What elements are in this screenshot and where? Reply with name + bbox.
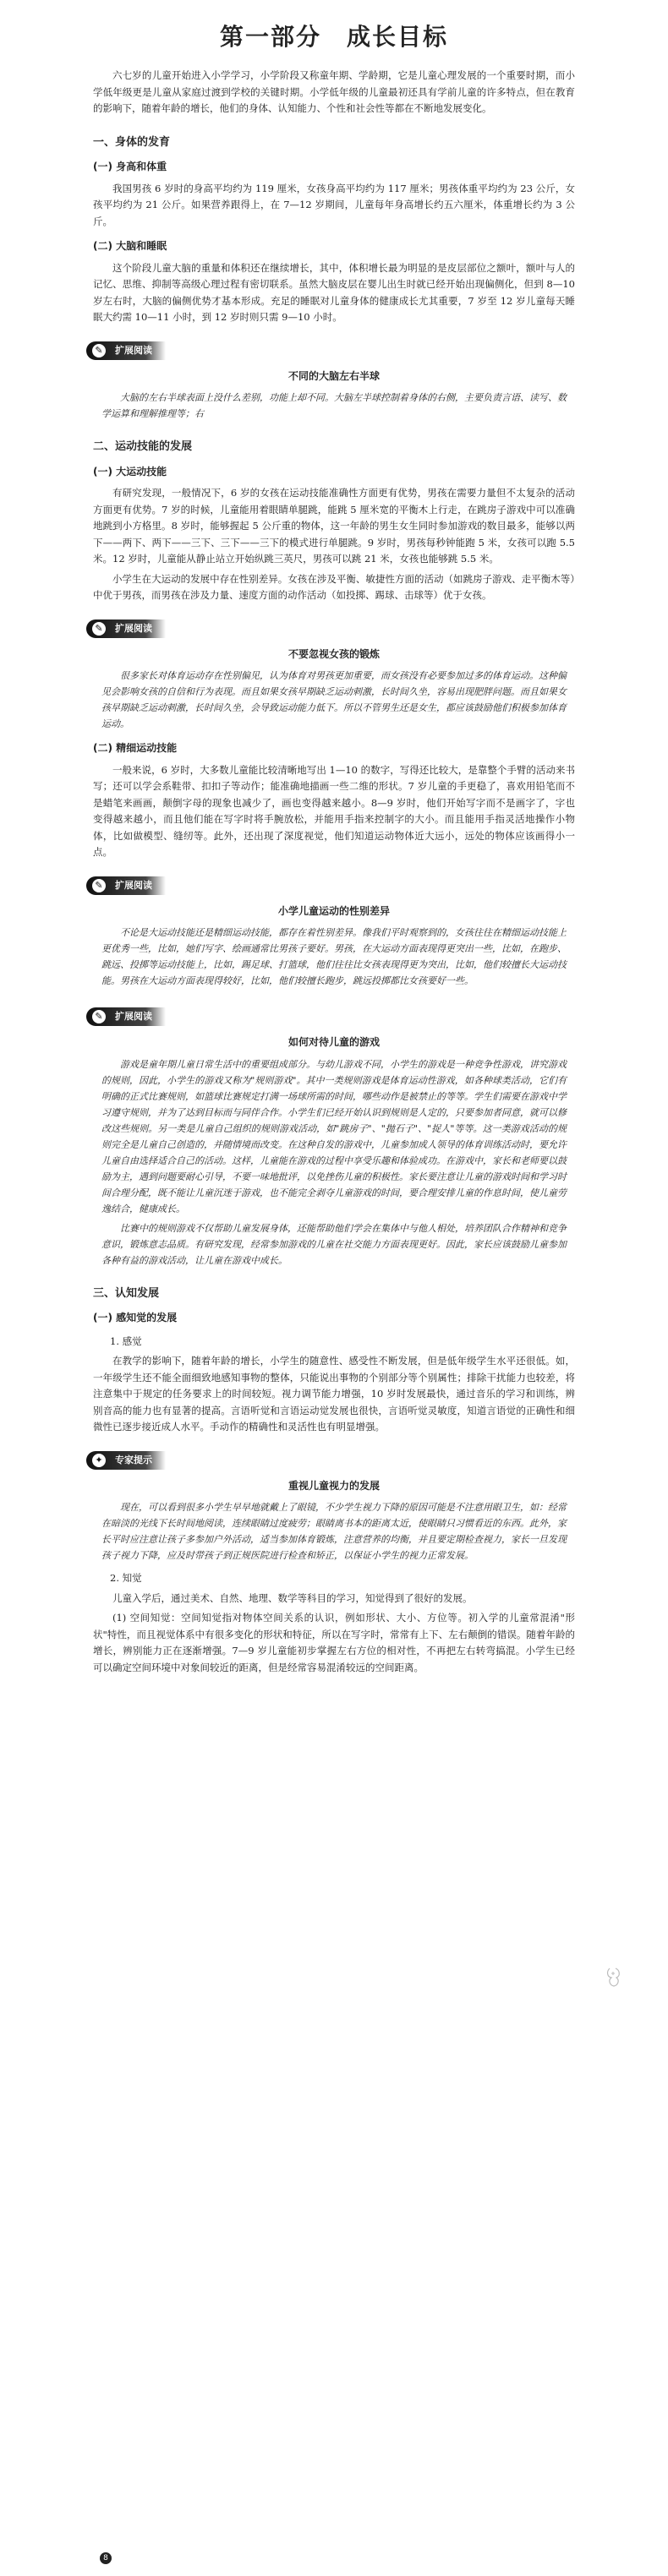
numbered-subheading: 1. 感觉: [110, 1334, 142, 1347]
page-title: 第一部分 成长目标: [219, 23, 448, 51]
book-icon: ✎: [92, 1010, 106, 1023]
paragraph: 这个阶段儿童大脑的重量和体积还在继续增长，其中，体积增长最为明显的是皮层部位之额叶，额叶与人的记忆、思维、抑制等高级心理过程有密切联系。虽然大脑皮层在婴儿出生时就已经开始出现偏侧化，但到 8—10 岁左右时，大脑的偏侧优势才基本形成。充足的睡眠对儿童身体的健康成长尤其重要，7 岁至 12 岁儿童每天睡眠大约需 10—11 小时，到 12 岁时则只需 9—10 小时。: [93, 261, 575, 323]
numbered-subheading: 2. 知觉: [110, 1572, 142, 1584]
box-paragraph: 很多家长对体育运动存在性别偏见，认为体育对男孩更加重要，而女孩没有必要参加过多的体育运动。这种偏见会影响女孩的自信和行为表现。而且如果女孩早期缺乏运动刺激，长时间久坐，容易出现肥胖问题。而且如果女孩早期缺乏运动刺激，长时间久坐，会导致运动能力低下。所以不管男生还是女生，都应该鼓励他们积极参加体育运动。: [101, 670, 567, 729]
extended-reading-tag: [86, 341, 166, 360]
book-icon: ✎: [92, 622, 106, 636]
paragraph: 小学生在大运动的发展中存在性别差异。女孩在涉及平衡、敏捷性方面的活动（如跳房子游戏、走平衡木等）中优于男孩，而男孩在涉及力量、速度方面的动作活动（如投掷、踢球、击球等）优于女孩。: [93, 572, 575, 601]
extended-reading-tag: [86, 876, 166, 895]
extended-reading-tag: [86, 1007, 166, 1026]
paragraph: (1) 空间知觉：空间知觉指对物体空间关系的认识，例如形状、大小、方位等。初入学的儿童常混淆"形状"特性，而且视觉体系中有很多变化的形状和特征，所以在写字时，常常有上下、左右颠倒的错误。随着年龄的增长，辨别能力正在逐渐增强。7—9 岁儿童能初步掌握左右方位的相对性，不再把左右转弯搞混。小学生已经可以确定空间环境中对象间较近的距离，但是经常容易混淆较远的空间距离。: [93, 1612, 575, 1673]
box-paragraph: 比赛中的规则游戏不仅帮助儿童发展身体，还能帮助他们学会在集体中与他人相处，培养团队合作精神和竞争意识，锻炼意志品质。有研究发现，经常参加游戏的儿童在社交能力方面表现更好。因此，家长应该鼓励儿童参加各种有益的游戏活动，让儿童在游戏中成长。: [101, 1222, 567, 1266]
paragraph: 我国男孩 6 岁时的身高平均约为 119 厘米，女孩身高平均约为 117 厘米；男孩体重平均约为 23 公斤，女孩平均约为 21 公斤。如果营养跟得上，在 7—12 岁期间，儿童每年身高增长约五六厘米，体重增长约为 3 公斤。: [93, 182, 575, 227]
reading-box: [101, 1056, 567, 1269]
lightbulb-icon: ✦: [92, 1454, 106, 1467]
subsection-heading: (二) 大脑和睡眠: [93, 240, 167, 252]
tag-label: 扩展阅读: [115, 879, 152, 891]
expert-tip-tag: [86, 1451, 166, 1470]
tag-label: 扩展阅读: [115, 1011, 152, 1022]
paragraph: 一般来说，6 岁时，大多数儿童能比较清晰地写出 1—10 的数字，写得还比较大，是靠整个手臂的活动来书写；还可以学会系鞋带、扣扣子等动作；能准确地描画一些二维的形状。7 岁儿童的手更稳了，喜欢用铅笔而不是蜡笔来画画，颠倒字母的现象也减少了，画也变得越来越小。8—9 岁时，他们开始写字而不是画字了，字也变得越来越小，而且他们能在写字时将手腕放松，并能用手指来控制字的大小。而且能用手指灵活地操作小物体，比如做模型、缝纫等。此外，还出现了深度视觉，他们知道运动物体近大远小，远处的物体应该画得小一点。: [93, 763, 575, 858]
box-paragraph: 大脑的左右半球表面上没什么差别，功能上却不同。大脑左半球控制着身体的右侧，主要负责言语、读写、数学运算和理解推理等；右: [101, 392, 567, 419]
section-heading: 二、运动技能的发展: [93, 440, 193, 453]
box-title: 不要忽视女孩的锻炼: [287, 647, 380, 660]
subsection-heading: (一) 大运动技能: [93, 465, 167, 478]
paragraph: 有研究发现，一般情况下，6 岁的女孩在运动技能准确性方面更有优势，男孩在需要力量但不太复杂的活动方面更有优势。7 岁的时候，儿童能用着眼睛单腿跳，能跳 5 厘米宽的平衡木上行走，在跳房子游戏中可以准确地跳到小方格里。8 岁时，能够握起 5 公斤重的物体，这一年龄的男生女生同时参加游戏的数目最多，能够以两下——两下、两下——三下、三下——三下的模式进行单腿跳。9 岁时，男孩每秒钟能跑 5 米，女孩可以跑 5.5 米。12 岁时，儿童能从静止站立开始纵跳三英尺，男孩可以跳 21 米，女孩也能够跳 5.5 米。: [93, 487, 575, 565]
tag-label: 扩展阅读: [115, 622, 152, 634]
reading-box: [101, 925, 567, 989]
box-paragraph: 游戏是童年期儿童日常生活中的重要组成部分。与幼儿游戏不同，小学生的游戏是一种竞争性游戏，讲究游戏的规则，因此，小学生的游戏又称为"规则游戏"。其中一类规则游戏是体育运动性游戏，如各种球类活动，它们有明确的正式比赛规则，如篮球比赛规定打满一场球所需的时间，哪些动作是被禁止的等等。学生们需要在游戏中学习遵守规则，并为了达到目标而与同伴合作。小学生们已经开始认识到规则是人定的，只要参加者同意，就可以修改这些规则。另一类是儿童自己组织的规则游戏活动，如"跳房子"、"抛石子"、"捉人"等等。这一类游戏活动的规则完全是儿童自己创造的，并随情境而改变。在这种自发的游戏中，儿童参加成人领导的体育训练活动时，要允许儿童自由选择适合自己的活动。这样，儿童能在游戏的过程中享受乐趣和体验成功。在游戏中，家长和老师要以鼓励为主，遇到问题要耐心引导，不要一味地批评，以免挫伤儿童的积极性。家长要注意让儿童的游戏时间和学习时间合理分配，既不能让儿童沉迷于游戏，也不能完全剥夺儿童游戏的时间，要合理安排儿童的作息时间，使儿童劳逸结合，健康成长。: [101, 1058, 567, 1214]
box-title: 小学儿童运动的性别差异: [277, 904, 390, 917]
subsection-heading: (二) 精细运动技能: [93, 742, 178, 754]
subsection-heading: (一) 感知觉的发展: [93, 1312, 178, 1323]
box-title: 重视儿童视力的发展: [287, 1479, 380, 1492]
box-paragraph: 不论是大运动技能还是精细运动技能，都存在着性别差异。像我们平时观察到的，女孩往往在精细运动技能上更优秀一些，比如，她们写字、绘画通常比男孩子要好。男孩，在大运动方面表现得更突出一些，比如，在跑步、跳远、投掷等运动技能上，比如，踢足球、打篮球，他们往往比女孩表现得更为突出，比如，他们较擅长大运动技能。男孩在大运动方面表现得较好，比如，他们较擅长跑步，跳远投掷都比女孩要好一些。: [101, 927, 567, 986]
extended-reading-tag: [86, 619, 166, 638]
section-heading: 三、认知发展: [93, 1286, 160, 1300]
book-icon: ✎: [92, 879, 106, 892]
content: [93, 68, 575, 1679]
reading-box: [101, 390, 567, 422]
margin-doodle-icon: [605, 1965, 623, 1990]
tip-box: [101, 1499, 567, 1564]
tag-label: 扩展阅读: [115, 344, 152, 356]
section-heading: 一、身体的发育: [93, 135, 171, 149]
subsection-heading: (一) 身高和体重: [93, 161, 167, 172]
book-icon: ✎: [92, 344, 106, 357]
paragraph: 儿童入学后，通过美术、自然、地理、数学等科目的学习，知觉得到了很好的发展。: [112, 1591, 473, 1604]
box-paragraph: 现在，可以看到很多小学生早早地就戴上了眼镜，不少学生视力下降的原因可能是不注意用眼卫生，如：经常在暗淡的光线下长时间地阅读，连续眼睛过度疲劳；眼睛离书本的距离太近，使眼睛只习惯看近的东西。此外，家长平时应注意让孩子多参加户外活动，适当参加体育锻炼，注意营养的均衡，并且要定期检查视力，家长一旦发现孩子视力下降，应及时带孩子到正规医院进行检查和矫正，以保证小学生的视力正常发展。: [101, 1502, 567, 1561]
box-title: 如何对待儿童的游戏: [287, 1036, 380, 1048]
box-title: 不同的大脑左右半球: [287, 369, 380, 382]
tag-label: 专家提示: [115, 1454, 152, 1465]
paragraph: 在教学的影响下，随着年龄的增长，小学生的随意性、感受性不断发展，但是低年级学生水平还很低。如，一年级学生还不能全面细致地感知事物的整体，只能说出事物的个别部分等个别属性；排除干扰能力也较差，将注意集中于规定的任务要求上的时间较短。视力调节能力增强，10 岁时发展最快，通过音乐的学习和训练，辨别音高的能力也有显著的提高。言语听觉和言语运动觉发展也很快，言语听觉灵敏度，知道言语觉的正确性和细微性已逐步接近成人水平。手动作的精确性和灵活性也有明显增强。: [93, 1355, 575, 1433]
page-number: 8: [100, 2552, 112, 2564]
intro-paragraph: 六七岁的儿童开始进入小学学习，小学阶段又称童年期、学龄期，它是儿童心理发展的一个重要时期，而小学低年级更是儿童从家庭过渡到学校的关键时期。小学低年级的儿童最初还具有学前儿童的许多特点，但在教育的影响下，随着年龄的增长，他们的身体、认知能力、个性和社会性等都在不断地发展变化。: [93, 69, 575, 114]
reading-box: [101, 668, 567, 732]
